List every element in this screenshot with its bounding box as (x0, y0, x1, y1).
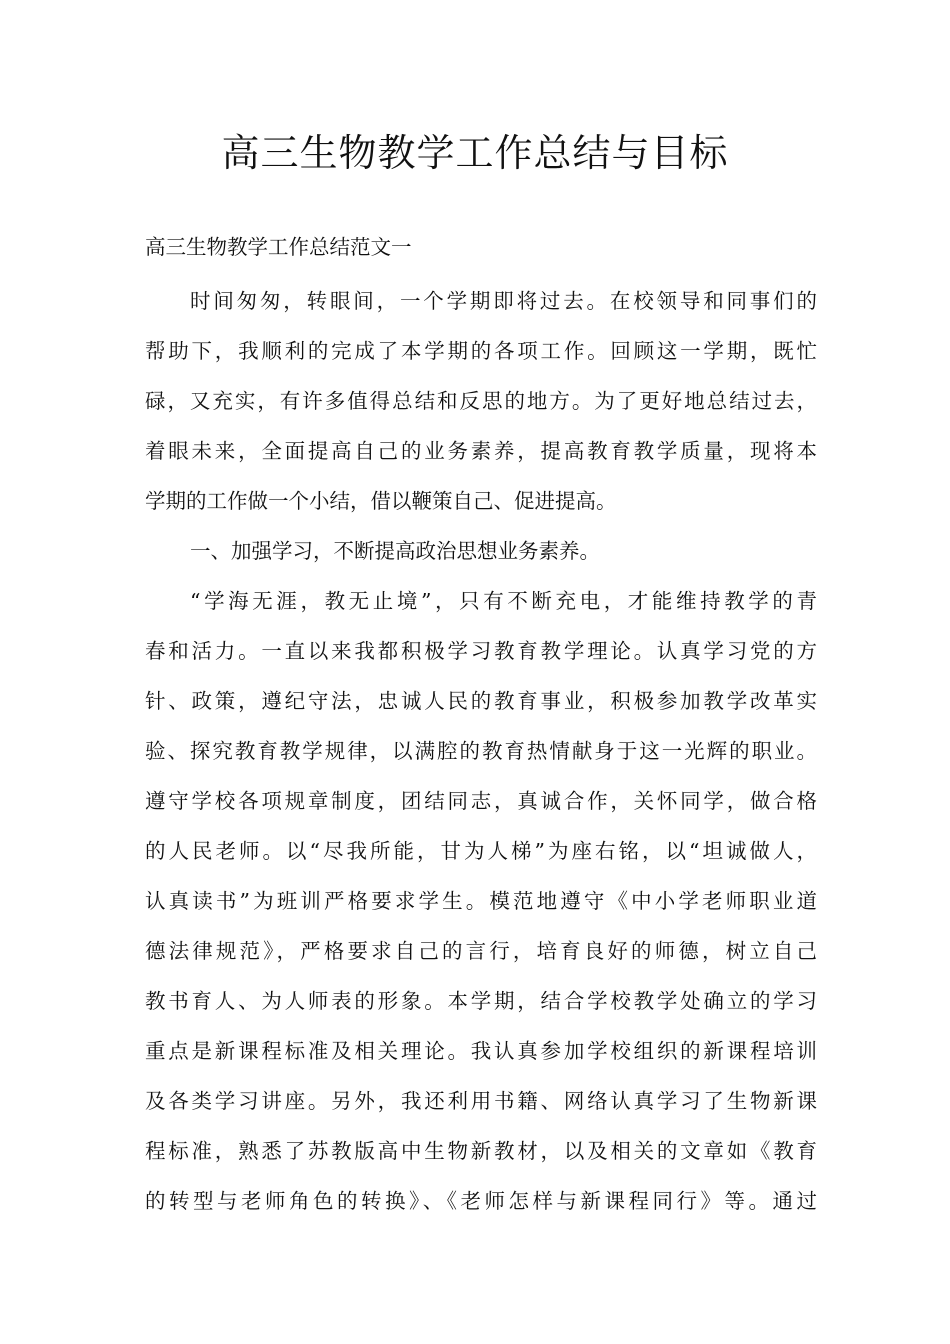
paragraph-line: 针、政策，遵纪守法，忠诚人民的教育事业，积极参加教学改革实 (145, 689, 817, 713)
paragraph-line: 学期的工作做一个小结，借以鞭策自己、促进提高。 (145, 489, 617, 513)
paragraph-line: 碌，又充实，有许多值得总结和反思的地方。为了更好地总结过去， (145, 389, 817, 413)
section-heading: 高三生物教学工作总结范文一 (145, 235, 412, 259)
paragraph-line: 及各类学习讲座。另外，我还利用书籍、网络认真学习了生物新课 (145, 1089, 817, 1113)
paragraph-line: 认真读书”为班训严格要求学生。模范地遵守《中小学老师职业道 (145, 889, 817, 913)
paragraph-line: 教书育人、为人师表的形象。本学期，结合学校教学处确立的学习 (145, 989, 817, 1013)
paragraph-line: 春和活力。一直以来我都积极学习教育教学理论。认真学习党的方 (145, 639, 817, 663)
paragraph-line: 帮助下，我顺利的完成了本学期的各项工作。回顾这一学期，既忙 (145, 339, 817, 363)
paragraph-line: 验、探究教育教学规律，以满腔的教育热情献身于这一光辉的职业。 (145, 739, 817, 763)
section-point-heading: 一、加强学习，不断提高政治思想业务素养。 (190, 539, 600, 563)
paragraph-line: 的转型与老师角色的转换》、《老师怎样与新课程同行》等。通过 (145, 1189, 817, 1213)
paragraph-line: 时间匆匆，转眼间，一个学期即将过去。在校领导和同事们的 (190, 289, 817, 313)
document-title: 高三生物教学工作总结与目标 (221, 131, 729, 175)
paragraph-line: “学海无涯，教无止境”，只有不断充电，才能维持教学的青 (190, 589, 817, 613)
paragraph-line: 德法律规范》，严格要求自己的言行，培育良好的师德，树立自己 (145, 939, 817, 963)
paragraph-line: 着眼未来，全面提高自己的业务素养，提高教育教学质量，现将本 (145, 439, 817, 463)
paragraph-line: 重点是新课程标准及相关理论。我认真参加学校组织的新课程培训 (145, 1039, 817, 1063)
paragraph-line: 遵守学校各项规章制度，团结同志，真诚合作，关怀同学，做合格 (145, 789, 817, 813)
paragraph-line: 程标准，熟悉了苏教版高中生物新教材，以及相关的文章如《教育 (145, 1139, 817, 1163)
paragraph-line: 的人民老师。以“尽我所能，甘为人梯”为座右铭，以“坦诚做人， (145, 839, 817, 863)
